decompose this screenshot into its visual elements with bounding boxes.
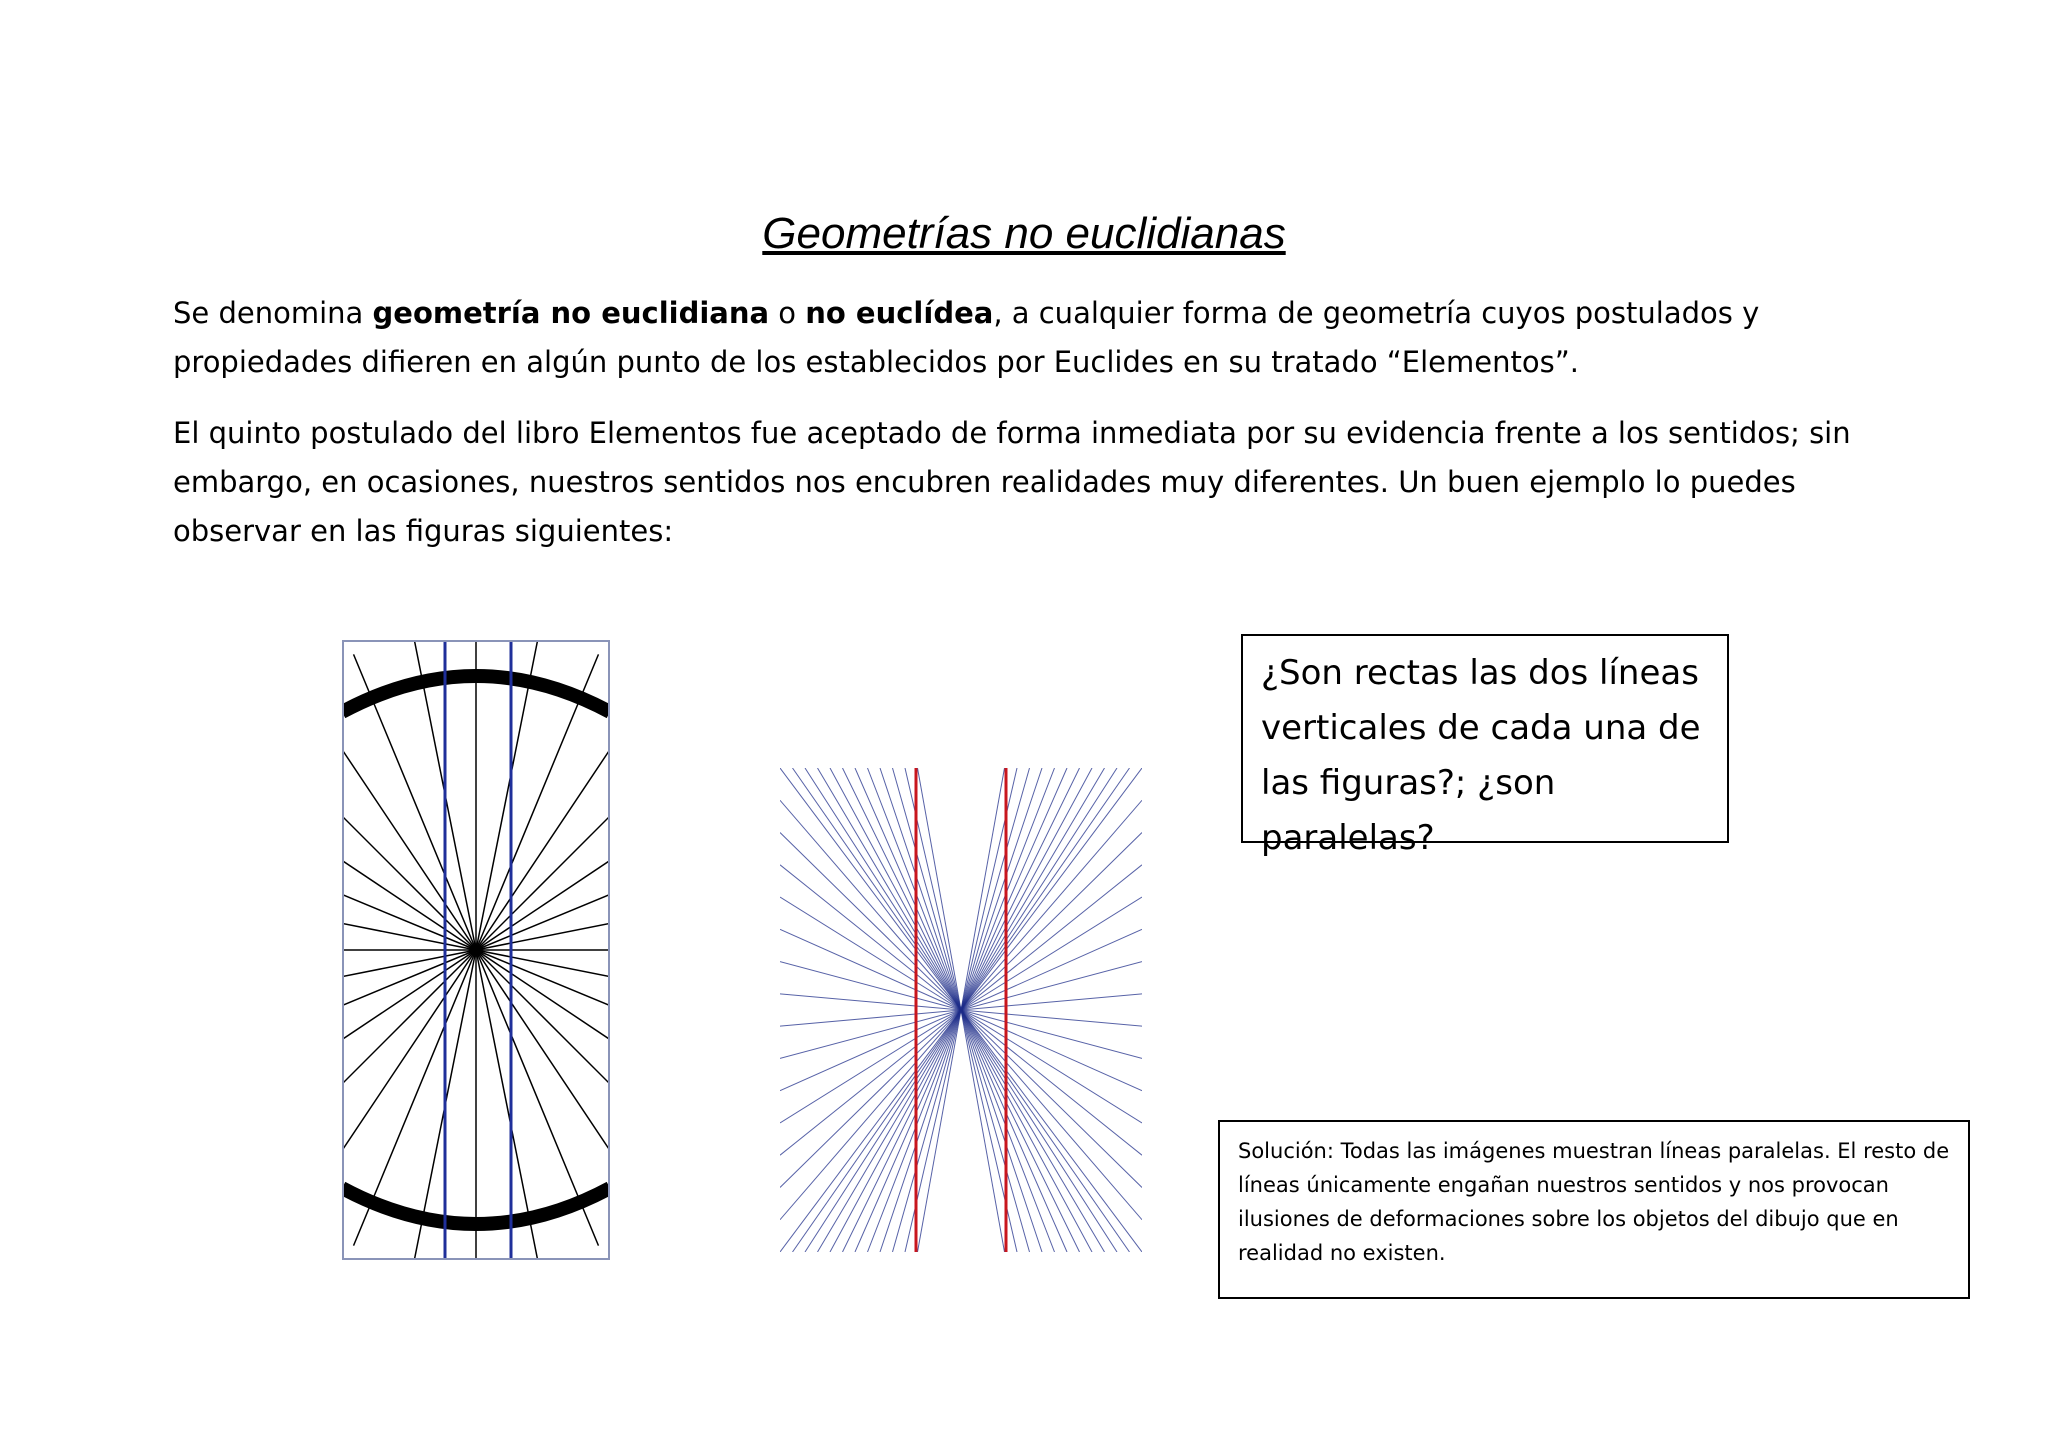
fan-ray — [961, 768, 1017, 1010]
fan-ray — [780, 994, 961, 1010]
wheel-spoke — [476, 950, 610, 1128]
wheel-spoke — [342, 950, 476, 1128]
fan-ray — [961, 1010, 1017, 1252]
fan-ray — [780, 1010, 961, 1026]
definition-paragraph — [173, 289, 1873, 387]
term-no-euclidiana: geometría no euclidiana — [372, 296, 770, 330]
fan-ray — [961, 929, 1142, 1010]
fan-ray — [961, 1010, 1142, 1155]
wheel-spokes — [342, 640, 610, 1260]
wheel-spoke — [476, 950, 610, 1216]
fan-ray — [905, 768, 961, 1010]
wheel-spoke — [342, 724, 476, 950]
wheel-spoke — [476, 684, 610, 950]
fan-ray — [780, 1010, 961, 1058]
wheel-spoke — [342, 684, 476, 950]
fan-ray — [961, 1010, 1092, 1252]
fan-illusion-figure — [780, 768, 1142, 1252]
term-no-euclidea: no euclídea — [805, 296, 994, 330]
wheel-spoke — [342, 950, 476, 1216]
fan-ray — [780, 1010, 961, 1155]
solution-box: Solución: Todas las imágenes muestran líneas paralelas. El resto de líneas únicamente engañan nuestros sentidos y nos provocan ilusiones de deformaciones sobre los objetos del dibujo que en realidad no existen. — [1218, 1120, 1970, 1299]
wheel-spoke — [476, 950, 610, 1176]
wheel-spoke — [342, 950, 476, 1176]
fan-ray — [905, 1010, 961, 1252]
fan-ray — [961, 865, 1142, 1010]
definition-connector: o — [769, 296, 806, 330]
wheel-spoke — [476, 772, 610, 950]
fan-ray — [961, 768, 1130, 1010]
fan-ray — [780, 800, 961, 1010]
fan-ray — [961, 1010, 1042, 1252]
fan-ray — [961, 768, 1092, 1010]
fan-ray — [880, 1010, 961, 1252]
fan-ray — [780, 929, 961, 1010]
fan-ray — [780, 1010, 961, 1220]
fan-ray — [793, 768, 962, 1010]
wheel-spoke — [342, 772, 476, 950]
fan-ray — [961, 768, 1055, 1010]
fan-ray — [780, 865, 961, 1010]
fan-ray — [961, 994, 1142, 1010]
fan-ray — [780, 962, 961, 1010]
definition-rest: , a cualquier forma de geometría cuyos postulados y propiedades difieren en algún punto de los establecidos por Euclides en su tratado “Elementos”. — [173, 296, 1760, 379]
fan-ray — [961, 1010, 1142, 1091]
fan-ray — [830, 1010, 961, 1252]
fan-ray — [805, 768, 961, 1010]
fan-ray — [868, 1010, 962, 1252]
fan-ray — [961, 1010, 1142, 1026]
fan-ray — [880, 768, 961, 1010]
fan-ray — [961, 768, 1080, 1010]
fan-ray — [961, 1010, 1117, 1252]
fan-ray — [961, 800, 1142, 1010]
fan-ray — [843, 768, 962, 1010]
fifth-postulate-paragraph: El quinto postulado del libro Elementos fue aceptado de forma inmediata por su evidencia frente a los sentidos; sin embargo, en ocasiones, nuestros sentidos nos encubren realidades muy diferentes. Un buen ejemplo lo puedes observar en las figuras siguientes: — [173, 416, 1851, 548]
definition-intro: Se denomina — [173, 296, 373, 330]
fan-ray — [961, 1010, 1055, 1252]
wheel-spoke — [476, 724, 610, 950]
fan-ray — [793, 1010, 962, 1252]
fan-rays — [780, 768, 1142, 1252]
wheel-illusion-figure — [342, 640, 610, 1260]
fan-ray — [961, 768, 1042, 1010]
fan-ray — [961, 768, 1117, 1010]
fan-ray — [961, 962, 1142, 1010]
fan-ray — [830, 768, 961, 1010]
fan-ray — [780, 1010, 961, 1091]
fan-ray — [961, 1010, 1130, 1252]
fan-ray — [961, 1010, 1142, 1220]
fan-ray — [805, 1010, 961, 1252]
page-title: Geometrías no euclidianas — [762, 209, 1286, 258]
fan-ray — [868, 768, 962, 1010]
fan-ray — [843, 1010, 962, 1252]
fan-ray — [961, 1010, 1080, 1252]
question-box: ¿Son rectas las dos líneas verticales de cada una de las figuras?; ¿son paralelas? — [1241, 634, 1729, 843]
fan-ray — [961, 1010, 1142, 1058]
